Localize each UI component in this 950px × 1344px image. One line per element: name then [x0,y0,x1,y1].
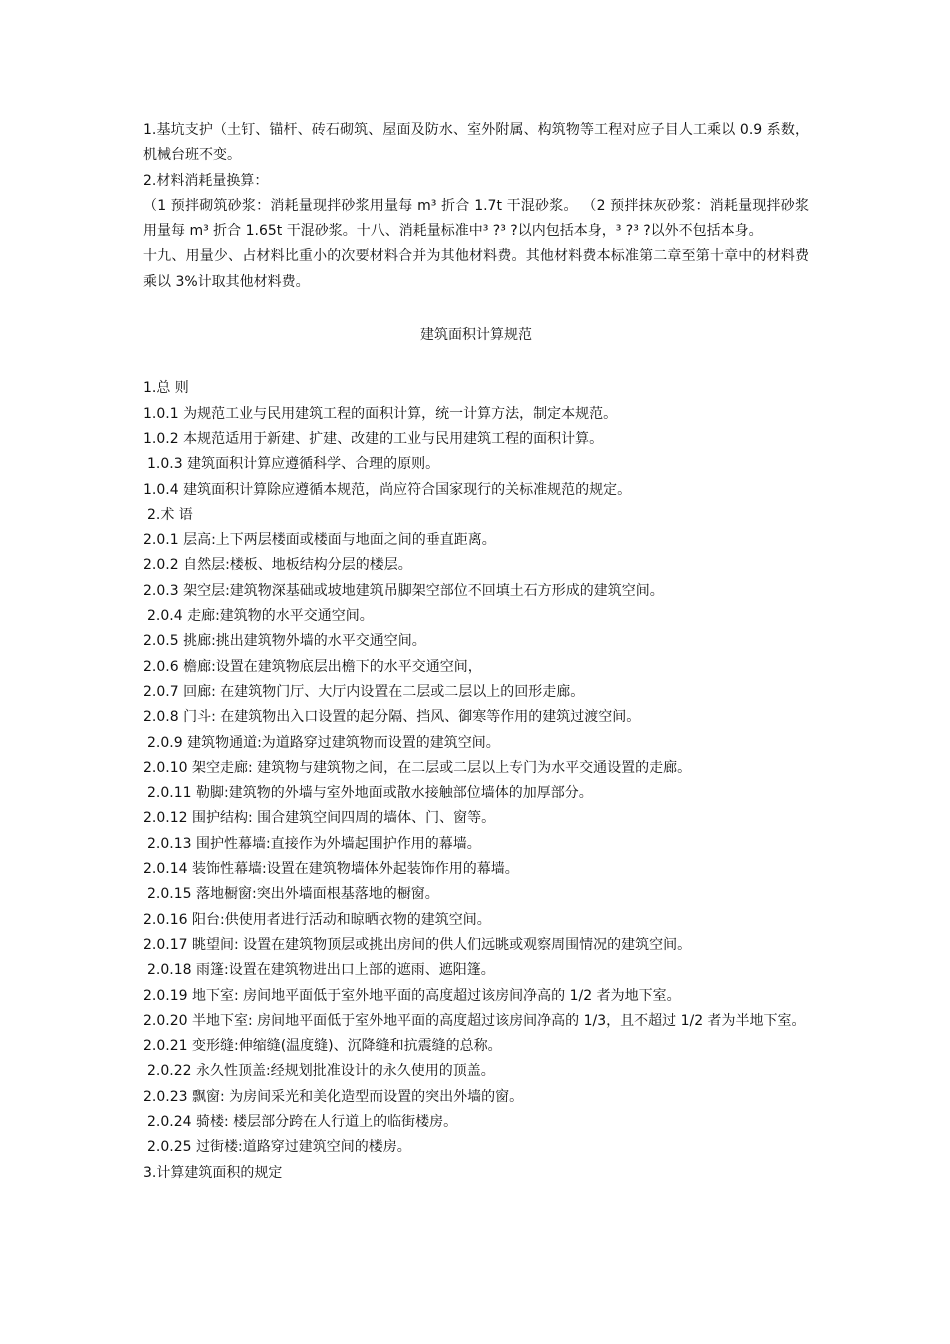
clause-2-0-5: 2.0.5 挑廊:挑出建筑物外墙的水平交通空间。 [143,633,426,650]
clause-2-0-19: 2.0.19 地下室: 房间地平面低于室外地平面的高度超过该房间净高的 1/2 者为地下室。 [143,987,681,1004]
clause-2-0-13: 2.0.13 围护性幕墙:直接作为外墙起围护作用的幕墙。 [147,835,481,852]
clause-2-0-24: 2.0.24 骑楼: 楼层部分跨在人行道上的临街楼房。 [147,1113,458,1130]
clause-2-0-14: 2.0.14 装饰性幕墙:设置在建筑物墙体外起装饰作用的幕墙。 [143,861,519,878]
document-page [143,118,809,1186]
clause-2-0-25: 2.0.25 过街楼:道路穿过建筑空间的楼房。 [147,1139,411,1156]
clause-1-0-1: 1.0.1 为规范工业与民用建筑工程的面积计算，统一计算方法，制定本规范。 [143,405,618,422]
clause-2-0-7: 2.0.7 回廊: 在建筑物门厅、大厅内设置在二层或二层以上的回形走廊。 [143,683,585,700]
heading-calculation-rules: 3.计算建筑面积的规定 [143,1164,283,1181]
heading-terms: 2.术 语 [147,506,193,523]
clause-2-0-18: 2.0.18 雨篷:设置在建筑物进出口上部的遮雨、遮阳篷。 [147,962,495,979]
intro-paragraph-3: （1 预拌砌筑砂浆：消耗量现拌砂浆用量每 m³ 折合 1.7t 干混砂浆。 （2 预拌抹灰砂浆：消耗量现拌砂浆用量每 m³ 折合 1.65t 干混砂浆。十八、消耗量标准中³ ?³ ?以内包括本身，³ ?³ ?以外不包括本身。 [143,197,809,240]
clause-2-0-22: 2.0.22 永久性顶盖:经规划批准设计的永久使用的顶盖。 [147,1063,495,1080]
intro-paragraph-2: 2.材料消耗量换算： [143,172,269,189]
clause-2-0-23: 2.0.23 飘窗: 为房间采光和美化造型而设置的突出外墙的窗。 [143,1088,524,1105]
clause-2-0-8: 2.0.8 门斗: 在建筑物出入口设置的起分隔、挡风、御寒等作用的建筑过渡空间。 [143,709,641,726]
clause-2-0-17: 2.0.17 眺望间: 设置在建筑物顶层或挑出房间的供人们远眺或观察周围情况的建筑空间。 [143,936,692,953]
section-title: 建筑面积计算规范 [420,327,532,344]
clause-2-0-6: 2.0.6 檐廊:设置在建筑物底层出檐下的水平交通空间， [143,658,482,675]
clause-2-0-3: 2.0.3 架空层:建筑物深基础或坡地建筑吊脚架空部位不回填土石方形成的建筑空间。 [143,582,664,599]
clause-2-0-4: 2.0.4 走廊:建筑物的水平交通空间。 [147,608,374,625]
intro-paragraph-4: 十九、用量少、占材料比重小的次要材料合并为其他材料费。其他材料费本标准第二章至第十章中的材料费乘以 3%计取其他材料费。 [143,248,809,290]
clause-2-0-9: 2.0.9 建筑物通道:为道路穿过建筑物而设置的建筑空间。 [147,734,500,751]
clause-2-0-16: 2.0.16 阳台:供使用者进行活动和晾晒衣物的建筑空间。 [143,911,491,928]
clause-1-0-2: 1.0.2 本规范适用于新建、扩建、改建的工业与民用建筑工程的面积计算。 [143,430,604,447]
spacer [143,348,809,376]
clause-2-0-1: 2.0.1 层高:上下两层楼面或楼面与地面之间的垂直距离。 [143,532,496,549]
clause-2-0-11: 2.0.11 勒脚:建筑物的外墙与室外地面或散水接触部位墙体的加厚部分。 [147,785,593,802]
clause-2-0-15: 2.0.15 落地橱窗:突出外墙面根基落地的橱窗。 [147,886,439,903]
clause-2-0-12: 2.0.12 围护结构: 围合建筑空间四周的墙体、门、窗等。 [143,810,496,827]
clause-1-0-3: 1.0.3 建筑面积计算应遵循科学、合理的原则。 [147,456,440,473]
clause-2-0-10: 2.0.10 架空走廊: 建筑物与建筑物之间，在二层或二层以上专门为水平交通设置的走廊。 [143,759,692,776]
intro-paragraph-1: 1.基坑支护（土钉、锚杆、砖石砌筑、屋面及防水、室外附属、构筑物等工程对应子目人工乘以 0.9 系数，机械台班不变。 [143,122,809,164]
spacer [143,295,809,323]
clause-2-0-2: 2.0.2 自然层:楼板、地板结构分层的楼层。 [143,557,412,574]
clause-2-0-20: 2.0.20 半地下室: 房间地平面低于室外地平面的高度超过该房间净高的 1/3，且不超过 1/2 者为半地下室。 [143,1012,806,1029]
heading-general: 1.总 则 [143,380,189,397]
clause-2-0-21: 2.0.21 变形缝:伸缩缝(温度缝)、沉降缝和抗震缝的总称。 [143,1038,502,1055]
clause-1-0-4: 1.0.4 建筑面积计算除应遵循本规范，尚应符合国家现行的关标准规范的规定。 [143,481,632,498]
